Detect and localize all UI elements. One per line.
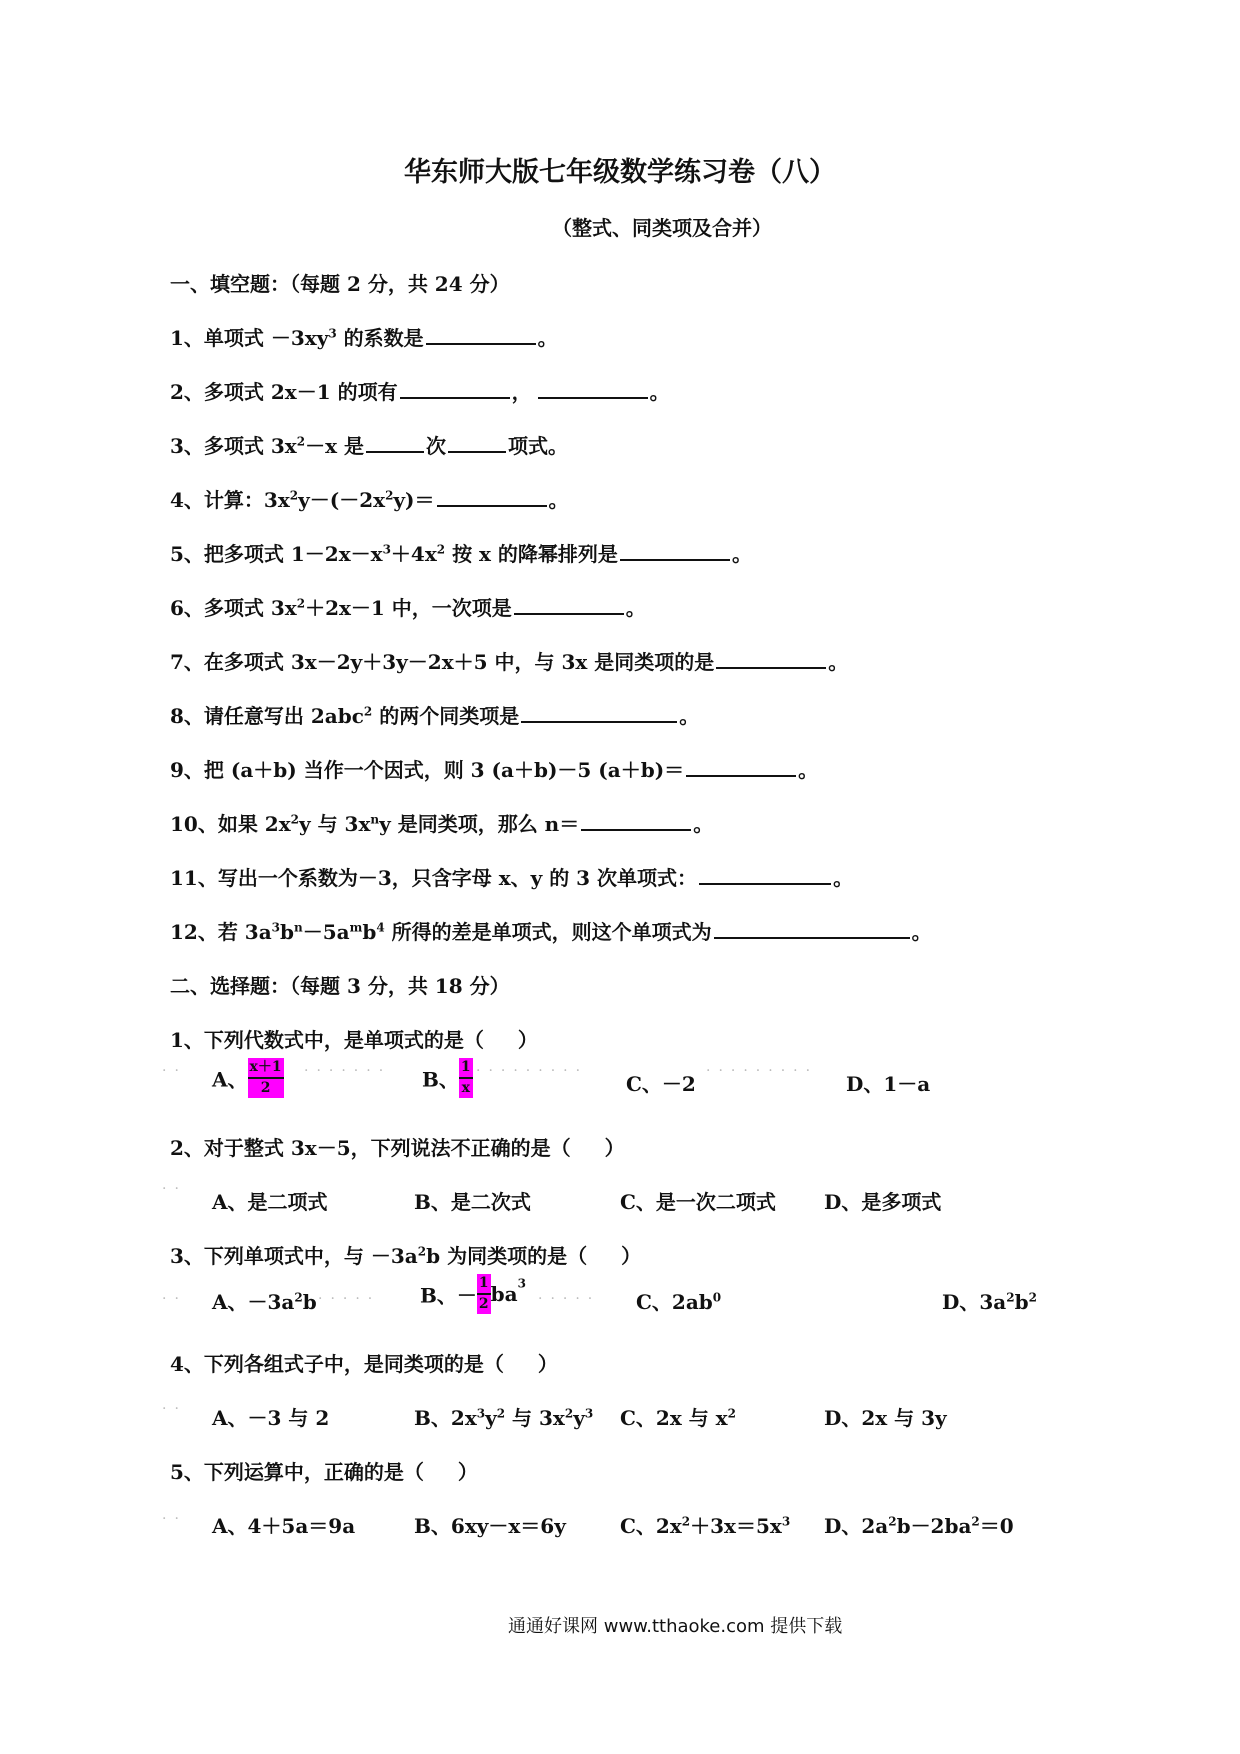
answer-blank[interactable]	[581, 809, 691, 831]
mc-question-4: 4、下列各组式子中，是同类项的是（ ）	[170, 1352, 558, 1376]
answer-blank[interactable]	[437, 485, 547, 507]
mc5-option-c[interactable]: C、$2x^2+3x=5x^3$	[620, 1514, 791, 1538]
dot-leader: ·····	[538, 1291, 601, 1307]
mc3-option-a[interactable]: A、$-3a^2b$	[212, 1290, 317, 1314]
mc3-option-c[interactable]: C、$2ab^0$	[636, 1290, 722, 1314]
dot-leader: ·········	[706, 1063, 819, 1079]
dot-leader: ·····	[318, 1291, 381, 1307]
answer-blank[interactable]	[426, 323, 536, 345]
answer-blank[interactable]	[538, 377, 648, 399]
dot-leader: ··	[162, 1291, 187, 1307]
question-1: 1、单项式 $-3xy^3$ 的系数是 。	[170, 322, 558, 351]
mc1-option-c[interactable]: C、－2	[626, 1072, 696, 1096]
dot-leader: ·······	[304, 1063, 392, 1079]
page-subtitle: （整式、同类项及合并）	[552, 216, 772, 240]
dot-leader: ··	[162, 1401, 187, 1417]
answer-blank[interactable]	[714, 917, 910, 939]
question-2: 2、多项式 2x－1 的项有 ， 。	[170, 376, 670, 405]
mc-question-5: 5、下列运算中，正确的是（ ）	[170, 1460, 478, 1484]
section-heading-fill-in: 一、填空题：（每题 2 分，共 24 分）	[170, 272, 510, 296]
dot-leader: ··	[162, 1511, 187, 1527]
question-4: 4、计算：$3x^2y-(-2x^2y)=$ 。	[170, 484, 569, 513]
question-6: 6、多项式 $3x^2+2x-1$ 中，一次项是 。	[170, 592, 646, 621]
answer-blank[interactable]	[514, 593, 624, 615]
answer-blank[interactable]	[686, 755, 796, 777]
mc-question-3: 3、下列单项式中，与 $-3a^2b$ 为同类项的是（ ）	[170, 1244, 642, 1268]
mc4-option-c[interactable]: C、2x 与 $x^2$	[620, 1406, 736, 1430]
fraction-highlight: $\frac{x+1}{2}$	[249, 1059, 282, 1096]
question-3: 3、多项式 $3x^2-x$ 是 次 项式。	[170, 430, 568, 459]
mc4-option-d[interactable]: D、2x 与 3y	[824, 1406, 947, 1430]
page-title: 华东师大版七年级数学练习卷（八）	[404, 157, 836, 188]
mc2-option-a[interactable]: A、是二项式	[212, 1190, 328, 1214]
answer-blank[interactable]	[716, 647, 826, 669]
answer-blank[interactable]	[699, 863, 831, 885]
mc-question-1: 1、下列代数式中，是单项式的是（ ）	[170, 1028, 538, 1052]
question-5: 5、把多项式 $1-2x-x^3+4x^2$ 按 x 的降幂排列是 。	[170, 538, 752, 567]
dot-leader: ··	[162, 1181, 187, 1197]
mc3-option-d[interactable]: D、$3a^2b^2$	[942, 1290, 1037, 1314]
mc1-option-a[interactable]: A、 $\frac{x+1}{2}$	[212, 1059, 282, 1096]
footer-source: 通通好课网 www.tthaoke.com 提供下载	[508, 1616, 843, 1637]
mc2-option-c[interactable]: C、是一次二项式	[620, 1190, 776, 1214]
question-12: 12、若 $3a^3b^n-5a^mb^4$ 所得的差是单项式，则这个单项式为 。	[170, 916, 932, 945]
mc3-option-b[interactable]: B、－ $\frac{1}{2}$ $ba^3$	[420, 1275, 526, 1312]
mc1-option-b[interactable]: B、 $\frac{1}{x}$	[422, 1059, 471, 1096]
mc4-option-b[interactable]: B、$2x^3y^2$ 与 $3x^2y^3$	[414, 1406, 594, 1430]
mc5-option-d[interactable]: D、$2a^2b-2ba^2=0$	[824, 1514, 1014, 1538]
dot-leader: ··	[162, 1063, 187, 1079]
mc2-option-d[interactable]: D、是多项式	[824, 1190, 942, 1214]
section-heading-multiple-choice: 二、选择题：（每题 3 分，共 18 分）	[170, 974, 510, 998]
question-10: 10、如果 $2x^2y$ 与 $3x^ny$ 是同类项，那么 n＝ 。	[170, 808, 713, 837]
mc5-option-a[interactable]: A、4＋5a＝9a	[212, 1514, 356, 1538]
mc1-option-d[interactable]: D、1－a	[846, 1072, 931, 1096]
fraction-highlight: $\frac{1}{2}$	[478, 1275, 489, 1312]
mc4-option-a[interactable]: A、－3 与 2	[212, 1406, 330, 1430]
answer-blank[interactable]	[400, 377, 510, 399]
question-11: 11、写出一个系数为－3，只含字母 x、y 的 3 次单项式： 。	[170, 862, 853, 891]
answer-blank[interactable]	[366, 431, 424, 453]
question-7: 7、在多项式 3x－2y＋3y－2x＋5 中，与 3x 是同类项的是 。	[170, 646, 848, 675]
answer-blank[interactable]	[448, 431, 506, 453]
answer-blank[interactable]	[521, 701, 677, 723]
mc-question-2: 2、对于整式 3x－5，下列说法不正确的是（ ）	[170, 1136, 625, 1160]
mc2-option-b[interactable]: B、是二次式	[414, 1190, 531, 1214]
dot-leader: ·········	[476, 1063, 589, 1079]
question-9: 9、把 (a＋b) 当作一个因式，则 3 (a＋b)－5 (a＋b)＝ 。	[170, 754, 818, 783]
fraction-highlight: $\frac{1}{x}$	[460, 1059, 471, 1096]
question-8: 8、请任意写出 2abc$^2$ 的两个同类项是 。	[170, 700, 699, 729]
mc5-option-b[interactable]: B、6xy－x＝6y	[414, 1514, 566, 1538]
answer-blank[interactable]	[620, 539, 730, 561]
